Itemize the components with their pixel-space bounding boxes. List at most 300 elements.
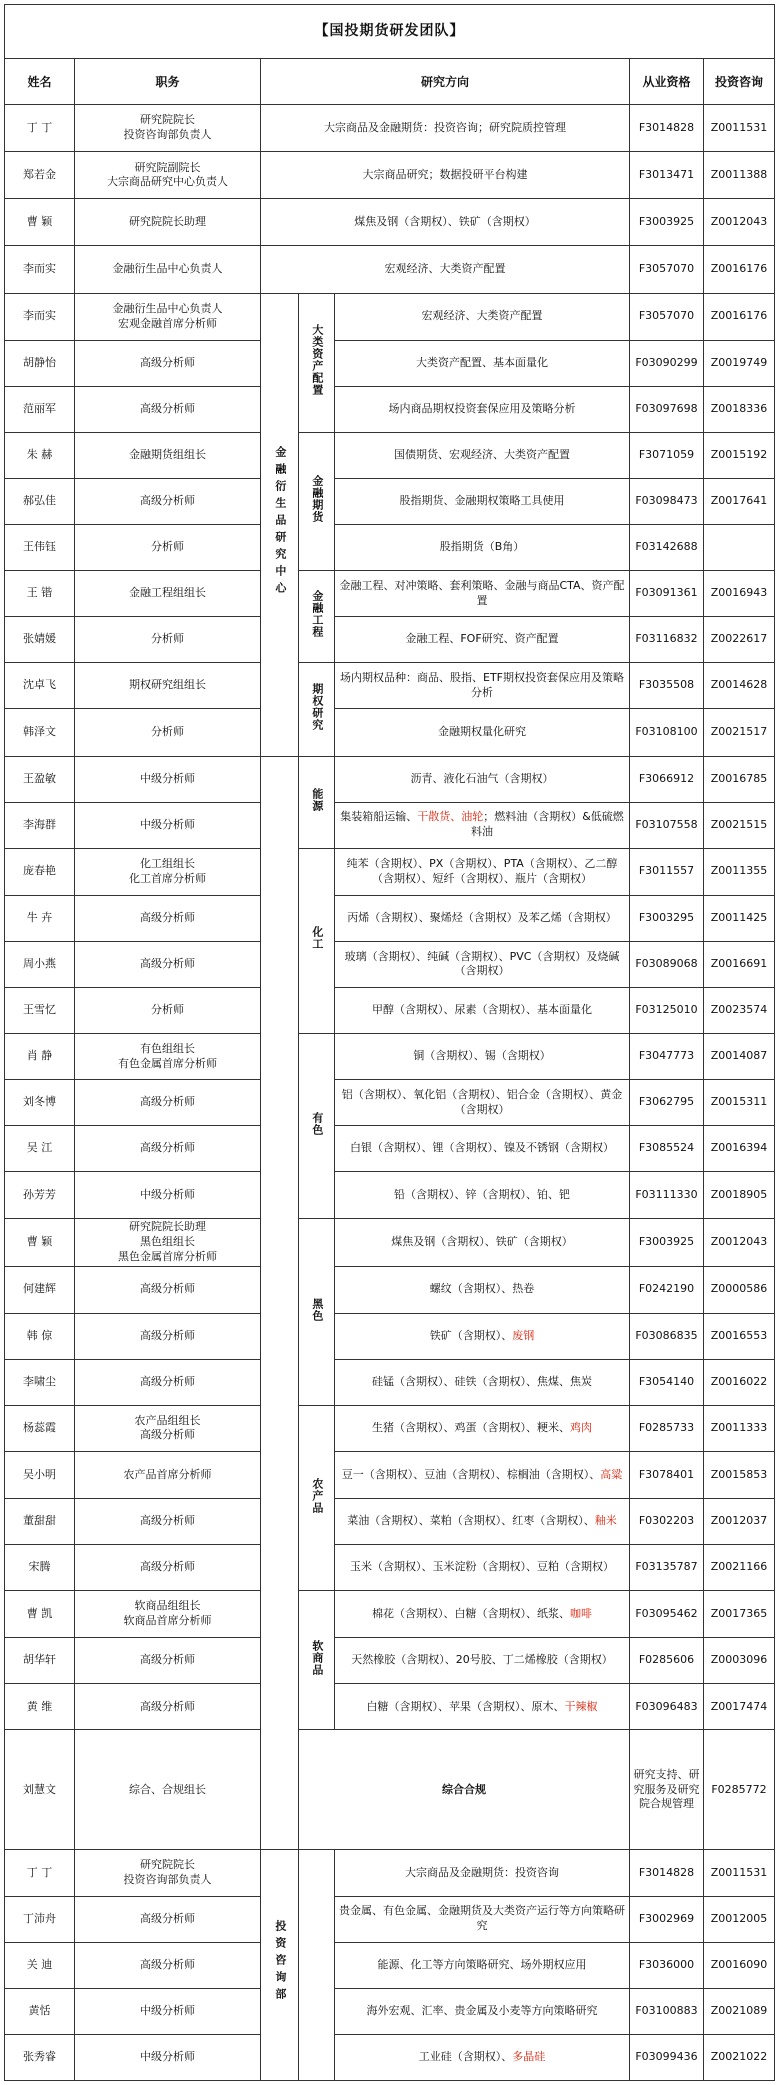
- consult-number: Z0014087: [704, 1034, 775, 1080]
- subgroup-soft: [299, 1591, 335, 1730]
- research-direction: [335, 663, 630, 709]
- member-position: [75, 1638, 261, 1684]
- group-invest-dept: [261, 1850, 299, 2081]
- qualification-number: F03097698: [630, 386, 704, 432]
- member-position: [75, 1942, 261, 1988]
- research-direction: [335, 432, 630, 478]
- qualification-number: F03091361: [630, 571, 704, 617]
- consult-number: Z0021022: [704, 2034, 775, 2080]
- research-direction: [335, 1266, 630, 1313]
- research-direction: [335, 2034, 630, 2080]
- position-line: 高级分析师: [140, 1560, 195, 1574]
- research-direction: [335, 340, 630, 386]
- research-text: 大宗商品及金融期货：投资咨询；研究院质控管理: [324, 120, 566, 134]
- research-text: 丙烯（含期权）、聚烯烃（含期权）及苯乙烯（含期权）: [347, 910, 617, 924]
- research-text: 铝（含期权）、氧化铝（含期权）、铝合金（含期权）、黄金（含期权）: [341, 1087, 623, 1116]
- member-position: [75, 1850, 261, 1896]
- research-direction: [335, 1080, 630, 1126]
- table-row: [5, 1896, 775, 1942]
- qualification-number: F3011557: [630, 848, 704, 895]
- member-position: [75, 525, 261, 571]
- member-position: [75, 432, 261, 478]
- table-row: [5, 1451, 775, 1498]
- member-position: [75, 709, 261, 756]
- research-text: 玉米（含期权）、玉米淀粉（含期权）、豆粕（含期权）: [350, 1560, 614, 1574]
- research-direction: [630, 1730, 704, 1850]
- research-direction: [335, 525, 630, 571]
- table-row: [5, 105, 775, 152]
- table-row: [5, 2034, 775, 2080]
- member-name: 丁 丁: [5, 1850, 75, 1896]
- position-line: 高级分析师: [140, 1699, 195, 1713]
- qualification-number: F03089068: [630, 941, 704, 987]
- research-text: 沥青、液化石油气（含期权）: [410, 771, 554, 785]
- research-text: 螺纹（含期权）、热卷: [429, 1282, 535, 1296]
- subgroup-label: 金融工程: [310, 590, 324, 639]
- qualification-number: F3062795: [630, 1080, 704, 1126]
- position-line: 分析师: [151, 725, 184, 739]
- position-line: 高级分析师: [140, 910, 195, 924]
- research-direction: [335, 478, 630, 524]
- position-line: 高级分析师: [140, 355, 195, 369]
- research-text: 金融期权量化研究: [438, 725, 526, 739]
- research-direction: [335, 293, 630, 340]
- research-direction: [261, 105, 630, 152]
- position-line: 化工组组长: [140, 856, 195, 870]
- consult-number: Z0011333: [704, 1405, 775, 1451]
- table-row: [5, 432, 775, 478]
- table-row: [5, 525, 775, 571]
- qualification-number: F0242190: [630, 1266, 704, 1313]
- research-text: 纯苯（含期权）、PX（含期权）、PTA（含期权）、乙二醇（含期权）、短纤（含期权）、瓶片（含期权）: [346, 856, 618, 885]
- member-name: 朱 赫: [5, 432, 75, 478]
- group-finance-center: [261, 293, 299, 756]
- qualification-number: F3057070: [630, 293, 704, 340]
- research-text: ；燃料油（含期权）&低硫燃料油: [471, 810, 624, 839]
- research-text: 集装箱船运输、: [340, 810, 418, 824]
- member-position: [75, 340, 261, 386]
- highlight-text: 鸡肉: [570, 1420, 592, 1434]
- consult-number: Z0021517: [704, 709, 775, 756]
- member-position: [75, 1126, 261, 1172]
- position-line: 黑色金属首席分析师: [118, 1249, 217, 1263]
- position-line: 高级分析师: [140, 1428, 195, 1442]
- consult-number: Z0016176: [704, 246, 775, 293]
- research-text: 金融工程、FOF研究、资产配置: [405, 632, 559, 646]
- research-text: 场内商品期权投资套保应用及策略分析: [388, 401, 576, 415]
- position-line: 中级分析师: [140, 1187, 195, 1201]
- subgroup-label: 期权研究: [310, 683, 324, 731]
- research-direction: [335, 1405, 630, 1451]
- table-row: [5, 941, 775, 987]
- qualification-number: F03099436: [630, 2034, 704, 2080]
- research-direction: [335, 1313, 630, 1359]
- subgroup-macro: [299, 293, 335, 432]
- table-row: [5, 199, 775, 246]
- consult-number: Z0021089: [704, 1988, 775, 2034]
- table-row: [5, 246, 775, 293]
- consult-number: Z0016553: [704, 1313, 775, 1359]
- table-row: [5, 1405, 775, 1451]
- position-line: 黑色组组长: [140, 1235, 195, 1249]
- highlight-text: 废钢: [512, 1328, 535, 1342]
- position-line: 投资咨询部负责人: [123, 1873, 212, 1887]
- position-line: 研究院院长助理: [129, 1220, 206, 1234]
- member-name: 李海群: [5, 802, 75, 848]
- group-invest-dept-label: 投资咨询部: [273, 1920, 287, 2006]
- qualification-number: F03100883: [630, 1988, 704, 2034]
- table-row: [5, 1359, 775, 1405]
- subgroup-label: 软商品: [310, 1639, 324, 1676]
- table-row: [5, 1266, 775, 1313]
- position-line: 中级分析师: [140, 2003, 195, 2017]
- subgroup-label: 化工: [310, 926, 324, 951]
- position-line: 分析师: [151, 540, 184, 554]
- table-title: 【国投期货研发团队】: [5, 5, 775, 59]
- member-position: [75, 1451, 261, 1498]
- table-row: [5, 1638, 775, 1684]
- table-row: [5, 1988, 775, 2034]
- position-line: 金融期货组组长: [129, 447, 206, 461]
- qualification-number: F3036000: [630, 1942, 704, 1988]
- research-text: 贵金属、有色金属、金融期货及大类资产运行等方向策略研究: [339, 1904, 625, 1933]
- consult-number: Z0016691: [704, 941, 775, 987]
- member-position: [75, 1034, 261, 1080]
- table-row: [5, 1172, 775, 1219]
- member-position: [75, 246, 261, 293]
- table-row: [5, 1080, 775, 1126]
- member-position: [75, 2034, 261, 2080]
- table-row: [5, 848, 775, 895]
- subgroup-nonferrous: [299, 1034, 335, 1219]
- member-name: 李而实: [5, 293, 75, 340]
- member-name: 胡华轩: [5, 1638, 75, 1684]
- member-name: 黄 维: [5, 1684, 75, 1730]
- research-text: 场内期权品种：商品、股指、ETF期权投资套保应用及策略分析: [340, 671, 624, 699]
- research-text: 棉花（含期权）、白糖（含期权）、纸浆、: [372, 1606, 570, 1620]
- consult-number: Z0016943: [704, 571, 775, 617]
- consult-number: Z0016090: [704, 1942, 775, 1988]
- research-text: 玻璃（含期权）、纯碱（含期权）、PVC（含期权）及烧碱（含期权）: [344, 949, 620, 978]
- position-line: 高级分析师: [140, 957, 195, 971]
- qualification-number: F3054140: [630, 1359, 704, 1405]
- position-line: 高级分析师: [140, 1328, 195, 1342]
- member-name: 关 迪: [5, 1942, 75, 1988]
- member-position: [75, 1359, 261, 1405]
- table-row: [5, 152, 775, 199]
- research-text: 甲醇（含期权）、尿素（含期权）、基本面量化: [372, 1003, 592, 1017]
- member-name: 王伟钰: [5, 525, 75, 571]
- research-text: 股指期货、金融期权策略工具使用: [399, 494, 565, 508]
- qualification-number: F03111330: [630, 1172, 704, 1219]
- position-line: 高级分析师: [140, 1957, 195, 1971]
- research-text: 豆一（含期权）、豆油（含期权）、棕榈油（含期权）、: [341, 1467, 601, 1481]
- position-line: 宏观金融首席分析师: [118, 316, 217, 330]
- member-position: [75, 1266, 261, 1313]
- position-line: 研究院院长助理: [129, 215, 206, 229]
- research-text: 宏观经济、大类资产配置: [384, 262, 506, 276]
- member-position: [75, 1313, 261, 1359]
- member-name: 沈卓飞: [5, 663, 75, 709]
- research-text: 国债期货、宏观经济、大类资产配置: [394, 447, 570, 461]
- research-text: 生猪（含期权）、鸡蛋（含期权）、粳米、: [372, 1420, 570, 1434]
- highlight-text: 干辣椒: [564, 1699, 598, 1713]
- member-position: [75, 105, 261, 152]
- consult-number: Z0021166: [704, 1545, 775, 1591]
- member-name: 韩泽文: [5, 709, 75, 756]
- table-row: [5, 478, 775, 524]
- header-name: 姓名: [5, 59, 75, 105]
- research-direction: [335, 941, 630, 987]
- research-direction: [335, 1988, 630, 2034]
- research-text: 能源、化工等方向策略研究、场外期权应用: [377, 1957, 587, 1971]
- qualification-number: F03135787: [630, 1545, 704, 1591]
- research-direction: [335, 386, 630, 432]
- qualification-number: F3057070: [630, 246, 704, 293]
- subgroup-energy: [299, 756, 335, 848]
- position-line: 金融衍生品中心负责人: [112, 262, 223, 276]
- member-position: [75, 1405, 261, 1451]
- qualification-number: F3014828: [630, 1850, 704, 1896]
- position-line: 研究院院长: [140, 113, 195, 127]
- qualification-number: F03096483: [630, 1684, 704, 1730]
- consult-number: Z0016176: [704, 293, 775, 340]
- subgroup-label: 农产品: [310, 1477, 324, 1514]
- position-line: 高级分析师: [140, 1374, 195, 1388]
- qualification-number: F0285772: [704, 1730, 775, 1850]
- member-name: 王盈敏: [5, 756, 75, 802]
- member-name: 胡静怡: [5, 340, 75, 386]
- qualification-number: F0302203: [630, 1499, 704, 1545]
- consult-number: Z0015853: [704, 1451, 775, 1498]
- member-position: [75, 1896, 261, 1942]
- member-position: [75, 1219, 261, 1266]
- table-row: [5, 386, 775, 432]
- research-direction: [335, 571, 630, 617]
- table-row: [5, 1591, 775, 1638]
- qualification-number: F3071059: [630, 432, 704, 478]
- research-text: 股指期货（B角）: [439, 540, 525, 554]
- position-line: 期权研究组组长: [129, 678, 206, 692]
- consult-number: Z0012043: [704, 199, 775, 246]
- research-direction: [335, 1896, 630, 1942]
- consult-number: Z0023574: [704, 987, 775, 1033]
- consult-number: Z0012037: [704, 1499, 775, 1545]
- table-row: [5, 802, 775, 848]
- member-name: 周小燕: [5, 941, 75, 987]
- position-line: 分析师: [151, 1003, 184, 1017]
- position-line: 高级分析师: [140, 1095, 195, 1109]
- position-line: 高级分析师: [140, 1514, 195, 1528]
- subgroup-blank: [299, 1850, 335, 2081]
- research-text: 菜油（含期权）、菜粕（含期权）、红枣（含期权）、: [347, 1514, 595, 1528]
- research-direction: [335, 1219, 630, 1266]
- member-name: 何建辉: [5, 1266, 75, 1313]
- table-row: [5, 1126, 775, 1172]
- research-text: 硅锰（含期权）、硅铁（含期权）、焦煤、焦炭: [372, 1374, 592, 1388]
- subgroup-chem: [299, 848, 335, 1033]
- qualification-number: F3066912: [630, 756, 704, 802]
- position-line: 研究院院长: [140, 1858, 195, 1872]
- group-compliance-label: 综合合规: [442, 1782, 486, 1796]
- table-row: [5, 1850, 775, 1896]
- research-direction: [335, 1684, 630, 1730]
- position-line: 软商品首席分析师: [123, 1614, 212, 1628]
- consult-number: Z0015311: [704, 1080, 775, 1126]
- position-line: 有色组组长: [140, 1041, 195, 1055]
- research-text: 铁矿（含期权）、: [429, 1328, 513, 1342]
- highlight-text: 多晶硅: [512, 2050, 546, 2063]
- research-direction: [335, 1545, 630, 1591]
- qualification-number: F3035508: [630, 663, 704, 709]
- consult-number: [704, 525, 775, 571]
- table-row: [5, 1034, 775, 1080]
- qualification-number: F3002969: [630, 1896, 704, 1942]
- member-name: 吴小明: [5, 1451, 75, 1498]
- research-text: 白糖（含期权）、苹果（含期权）、原木、: [366, 1699, 565, 1713]
- header-qualification: 从业资格: [630, 59, 704, 105]
- member-name: 李啸尘: [5, 1359, 75, 1405]
- table-row: [5, 895, 775, 941]
- position-line: 农产品组组长: [134, 1413, 201, 1427]
- table-row: [5, 1545, 775, 1591]
- member-position: [75, 1545, 261, 1591]
- consult-number: Z0011531: [704, 1850, 775, 1896]
- qualification-number: F03107558: [630, 802, 704, 848]
- header-position: 职务: [75, 59, 261, 105]
- subgroup-label: 能源: [310, 787, 324, 812]
- research-direction: [335, 1850, 630, 1896]
- member-name: 范丽军: [5, 386, 75, 432]
- member-position: [75, 1730, 261, 1850]
- highlight-text: 釉米: [594, 1514, 617, 1528]
- position-line: 高级分析师: [140, 1141, 195, 1155]
- table-row: [5, 1730, 775, 1850]
- subgroup-label: 黑色: [310, 1297, 324, 1322]
- subgroup-options: [299, 663, 335, 756]
- member-position: [75, 293, 261, 340]
- position-line: 研究院副院长: [134, 160, 201, 174]
- research-text: 宏观经济、大类资产配置: [421, 309, 543, 323]
- position-line: 中级分析师: [140, 771, 195, 785]
- research-text: 大宗商品研究；数据投研平台构建: [362, 167, 528, 181]
- member-position: [75, 199, 261, 246]
- research-direction: [335, 1172, 630, 1219]
- consult-number: Z0018336: [704, 386, 775, 432]
- member-position: [75, 152, 261, 199]
- member-name: 丁 丁: [5, 105, 75, 152]
- consult-number: Z0011355: [704, 848, 775, 895]
- consult-number: Z0017641: [704, 478, 775, 524]
- table-row: [5, 709, 775, 756]
- member-name: 宋腾: [5, 1545, 75, 1591]
- member-position: [75, 386, 261, 432]
- member-position: [75, 663, 261, 709]
- member-name: 牛 卉: [5, 895, 75, 941]
- research-text: 海外宏观、汇率、贵金属及小麦等方向策略研究: [366, 2003, 598, 2017]
- table-row: [5, 756, 775, 802]
- position-line: 分析师: [151, 632, 184, 646]
- table-row: [5, 1684, 775, 1730]
- member-name: 丁沛舟: [5, 1896, 75, 1942]
- research-text: 大类资产配置、基本面量化: [416, 355, 548, 369]
- member-position: [75, 1080, 261, 1126]
- group-compliance: [299, 1730, 630, 1850]
- table-row: [5, 1219, 775, 1266]
- position-line: 综合、合规组长: [129, 1782, 206, 1796]
- research-direction: [335, 617, 630, 663]
- member-name: 庞春艳: [5, 848, 75, 895]
- research-direction: [335, 1942, 630, 1988]
- header-consult: 投资咨询: [704, 59, 775, 105]
- position-line: 高级分析师: [140, 1911, 195, 1925]
- highlight-text: 咖啡: [570, 1606, 592, 1620]
- position-line: 高级分析师: [140, 1282, 195, 1296]
- qualification-number: F03090299: [630, 340, 704, 386]
- qualification-number: F03108100: [630, 709, 704, 756]
- member-position: [75, 1591, 261, 1638]
- member-name: 孙芳芳: [5, 1172, 75, 1219]
- member-position: [75, 848, 261, 895]
- research-direction: [335, 756, 630, 802]
- qualification-number: F0285733: [630, 1405, 704, 1451]
- research-text: 煤焦及钢（含期权）、铁矿（含期权）: [391, 1235, 573, 1249]
- research-text: 工业硅（含期权）、: [418, 2050, 513, 2063]
- member-position: [75, 1988, 261, 2034]
- member-position: [75, 1499, 261, 1545]
- table-row: [5, 1942, 775, 1988]
- highlight-text: 高粱: [600, 1467, 623, 1481]
- member-position: [75, 987, 261, 1033]
- member-name: 杨蕊霞: [5, 1405, 75, 1451]
- highlight-text: 干散货、油轮: [417, 810, 484, 824]
- research-direction: [335, 895, 630, 941]
- member-position: [75, 941, 261, 987]
- subgroup-fin_eng: [299, 571, 335, 663]
- research-direction: [261, 152, 630, 199]
- consult-number: Z0019749: [704, 340, 775, 386]
- position-line: 大宗商品研究中心负责人: [107, 175, 228, 189]
- research-direction: [261, 246, 630, 293]
- member-name: 郑若金: [5, 152, 75, 199]
- consult-number: Z0018905: [704, 1172, 775, 1219]
- table-row: [5, 571, 775, 617]
- research-text: 白银（含期权）、锂（含期权）、镍及不锈钢（含期权）: [350, 1141, 614, 1155]
- research-direction: [335, 848, 630, 895]
- consult-number: Z0015192: [704, 432, 775, 478]
- consult-number: Z0012005: [704, 1896, 775, 1942]
- member-name: 曹 凯: [5, 1591, 75, 1638]
- qualification-number: F03116832: [630, 617, 704, 663]
- member-name: 曹 颖: [5, 1219, 75, 1266]
- research-direction: [335, 1591, 630, 1638]
- position-line: 中级分析师: [140, 2050, 195, 2063]
- qualification-number: F3003925: [630, 1219, 704, 1266]
- team-table: [4, 4, 775, 2081]
- member-name: 吴 江: [5, 1126, 75, 1172]
- consult-number: Z0011425: [704, 895, 775, 941]
- research-direction: [335, 1499, 630, 1545]
- member-position: [75, 756, 261, 802]
- position-line: 高级分析师: [140, 1653, 195, 1667]
- research-direction: [335, 1359, 630, 1405]
- consult-number: Z0022617: [704, 617, 775, 663]
- research-text: 研究支持、研究服务及研究院合规管理: [633, 1767, 700, 1811]
- member-position: [75, 1172, 261, 1219]
- table-row: [5, 1313, 775, 1359]
- member-position: [75, 895, 261, 941]
- research-direction: [335, 1126, 630, 1172]
